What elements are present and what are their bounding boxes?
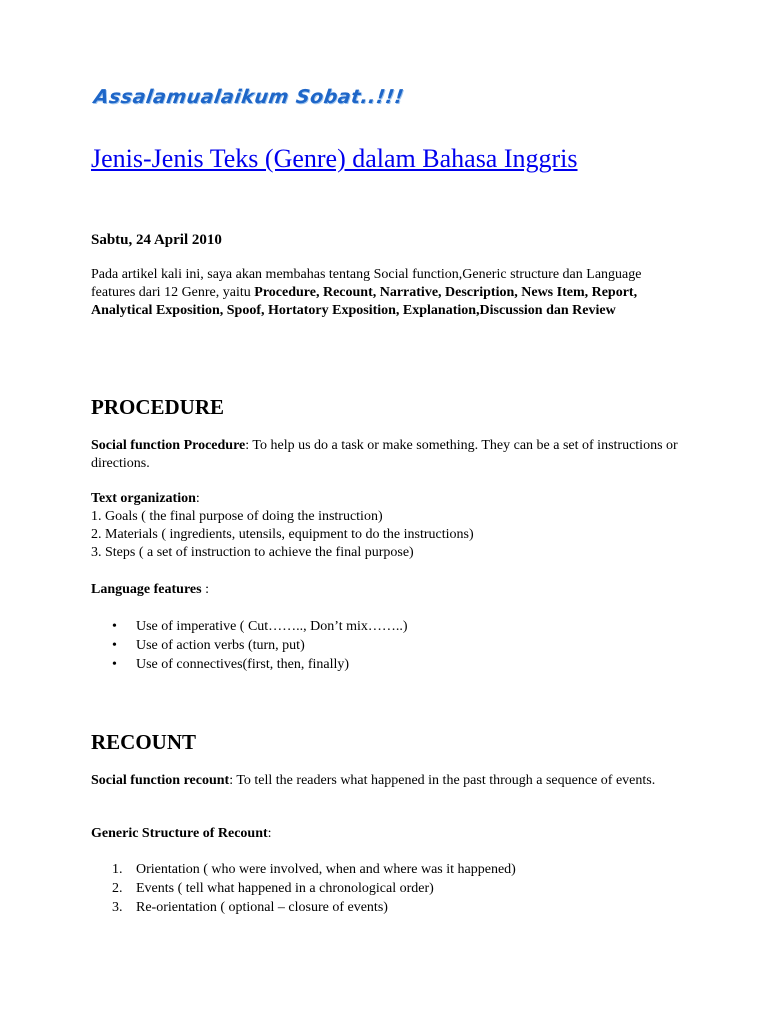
list-item-text: Use of action verbs (turn, put)	[136, 638, 305, 653]
recount-generic-structure	[91, 825, 681, 843]
list-item	[112, 656, 408, 675]
procedure-social-label: Social function Procedure	[91, 438, 246, 453]
list-item	[112, 880, 516, 899]
procedure-org-label: Text organization	[91, 491, 196, 506]
list-number: 3.	[112, 900, 123, 915]
article-title-link[interactable]: Jenis-Jenis Teks (Genre) dalam Bahasa Inggris	[91, 144, 578, 173]
recount-structure-list	[112, 861, 516, 918]
procedure-org-item: 1. Goals ( the final purpose of doing the instruction)	[91, 509, 383, 524]
recount-heading: RECOUNT	[91, 730, 197, 754]
intro-paragraph	[91, 266, 681, 320]
recount-gen-label: Generic Structure of Recount	[91, 826, 268, 841]
list-item	[112, 899, 516, 918]
procedure-org-colon: :	[195, 491, 200, 506]
list-item-text: Events ( tell what happened in a chronological order)	[136, 881, 434, 896]
procedure-language-list	[112, 618, 408, 675]
procedure-heading: PROCEDURE	[91, 395, 225, 419]
list-item-text: Re-orientation ( optional – closure of events)	[136, 900, 388, 915]
procedure-lang-colon: :	[201, 582, 209, 597]
procedure-org-item: 2. Materials ( ingredients, utensils, equipment to do the instructions)	[91, 527, 474, 542]
intro-genres: Procedure, Recount, Narrative, Description, News Item, Report, Analytical Exposition, Spoof, Hortatory Exposition, Explanation,Discussion dan Review	[91, 285, 638, 318]
greeting-banner: Assalamualaikum Sobat..!!!	[92, 86, 406, 108]
procedure-social-text: : To help us do a task or make something. They can be a set of instructions or directions.	[91, 438, 678, 471]
procedure-language-features	[91, 581, 681, 599]
list-number: 2.	[112, 881, 123, 896]
recount-social-label: Social function recount	[91, 773, 230, 788]
list-item-text: Orientation ( who were involved, when and where was it happened)	[136, 862, 516, 877]
list-item-text: Use of imperative ( Cut…….., Don’t mix……..)	[136, 619, 408, 634]
recount-social-text: : To tell the readers what happened in the past through a sequence of events.	[229, 773, 656, 788]
bullet-glyph: •	[112, 638, 117, 653]
list-item	[112, 861, 516, 880]
procedure-lang-label: Language features	[91, 582, 202, 597]
bullet-glyph: •	[112, 619, 117, 634]
procedure-social-function	[91, 437, 681, 473]
list-number: 1.	[112, 862, 123, 877]
procedure-org-item: 3. Steps ( a set of instruction to achieve the final purpose)	[91, 545, 414, 560]
list-item	[112, 637, 408, 656]
recount-social-function	[91, 772, 681, 790]
procedure-text-organization	[91, 490, 681, 562]
post-date: Sabtu, 24 April 2010	[91, 232, 222, 248]
recount-gen-colon: :	[267, 826, 272, 841]
intro-text: Pada artikel kali ini, saya akan membahas tentang Social function,Generic structure dan Language features dari 12 Genre, yaitu	[91, 267, 642, 300]
bullet-glyph: •	[112, 657, 117, 672]
list-item	[112, 618, 408, 637]
list-item-text: Use of connectives(first, then, finally)	[136, 657, 350, 672]
